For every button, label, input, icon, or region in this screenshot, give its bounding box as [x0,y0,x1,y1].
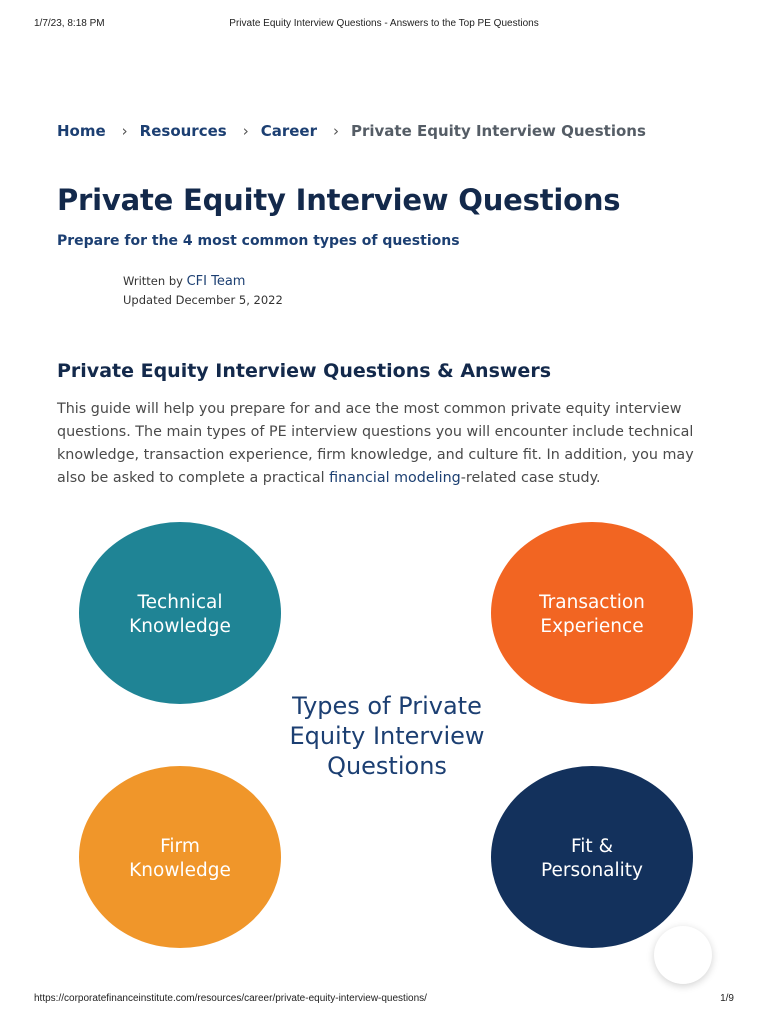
circle-firm-shape [79,766,281,948]
print-page-number: 1/9 [720,993,734,1004]
breadcrumb [57,122,646,140]
page-title: Private Equity Interview Questions [57,183,621,217]
print-footer [34,993,734,1007]
breadcrumb-resources[interactable]: Resources [139,122,227,140]
circle-transaction-line-2: Experience [540,616,644,637]
circle-transaction-line-1: Transaction [539,592,645,613]
page-subtitle: Prepare for the 4 most common types of questions [57,233,460,249]
section-heading: Private Equity Interview Questions & Answers [57,360,551,382]
circle-transaction-shape [491,522,693,704]
circle-technical-line-2: Knowledge [129,616,231,637]
author-line [123,272,283,291]
print-doc-title: Private Equity Interview Questions - Answers to the Top PE Questions [229,18,539,29]
intro-text: This guide will help you prepare for and ace the most common private equity interview questions. The main types of PE interview questions you will encounter include technical knowledge, transaction experience, firm knowledge, and culture fit. In addition, you may also be asked to complete a practical [57,401,694,486]
circle-fit-shape [491,766,693,948]
financial-modeling-link[interactable]: financial modeling [329,470,461,486]
print-datetime: 1/7/23, 8:18 PM [34,18,105,29]
breadcrumb-home[interactable]: Home [57,122,106,140]
circle-firm-knowledge [79,766,281,948]
center-title-line-1: Types of Private [292,692,482,720]
print-url: https://corporatefinanceinstitute.com/resources/career/private-equity-interview-questions/ [34,993,427,1004]
circle-firm-line-1: Firm [160,836,200,857]
floating-action-button[interactable] [654,926,712,984]
byline [123,272,283,309]
center-title-line-2: Equity Interview [289,722,485,750]
circle-fit-line-2: Personality [541,860,643,881]
updated-date: Updated December 5, 2022 [123,293,283,307]
circle-technical-shape [79,522,281,704]
pe-question-types-diagram [60,520,720,960]
chevron-right-icon: › [332,122,339,140]
print-header [34,18,734,32]
circle-firm-line-2: Knowledge [129,860,231,881]
intro-paragraph [57,398,712,490]
diagram-svg [60,520,720,960]
diagram-center-title [289,692,484,780]
circle-fit-line-1: Fit & [571,836,613,857]
circle-fit-personality [491,766,693,948]
breadcrumb-career[interactable]: Career [260,122,317,140]
circle-technical-line-1: Technical [137,592,223,613]
written-by-label: Written by [123,274,183,288]
circle-transaction-experience [491,522,693,704]
circle-technical-knowledge [79,522,281,704]
intro-text-end: -related case study. [460,470,601,486]
author-link[interactable]: CFI Team [186,274,246,289]
chevron-right-icon: › [242,122,249,140]
chevron-right-icon: › [121,122,128,140]
center-title-line-3: Questions [327,752,447,780]
breadcrumb-current: Private Equity Interview Questions [350,122,646,140]
